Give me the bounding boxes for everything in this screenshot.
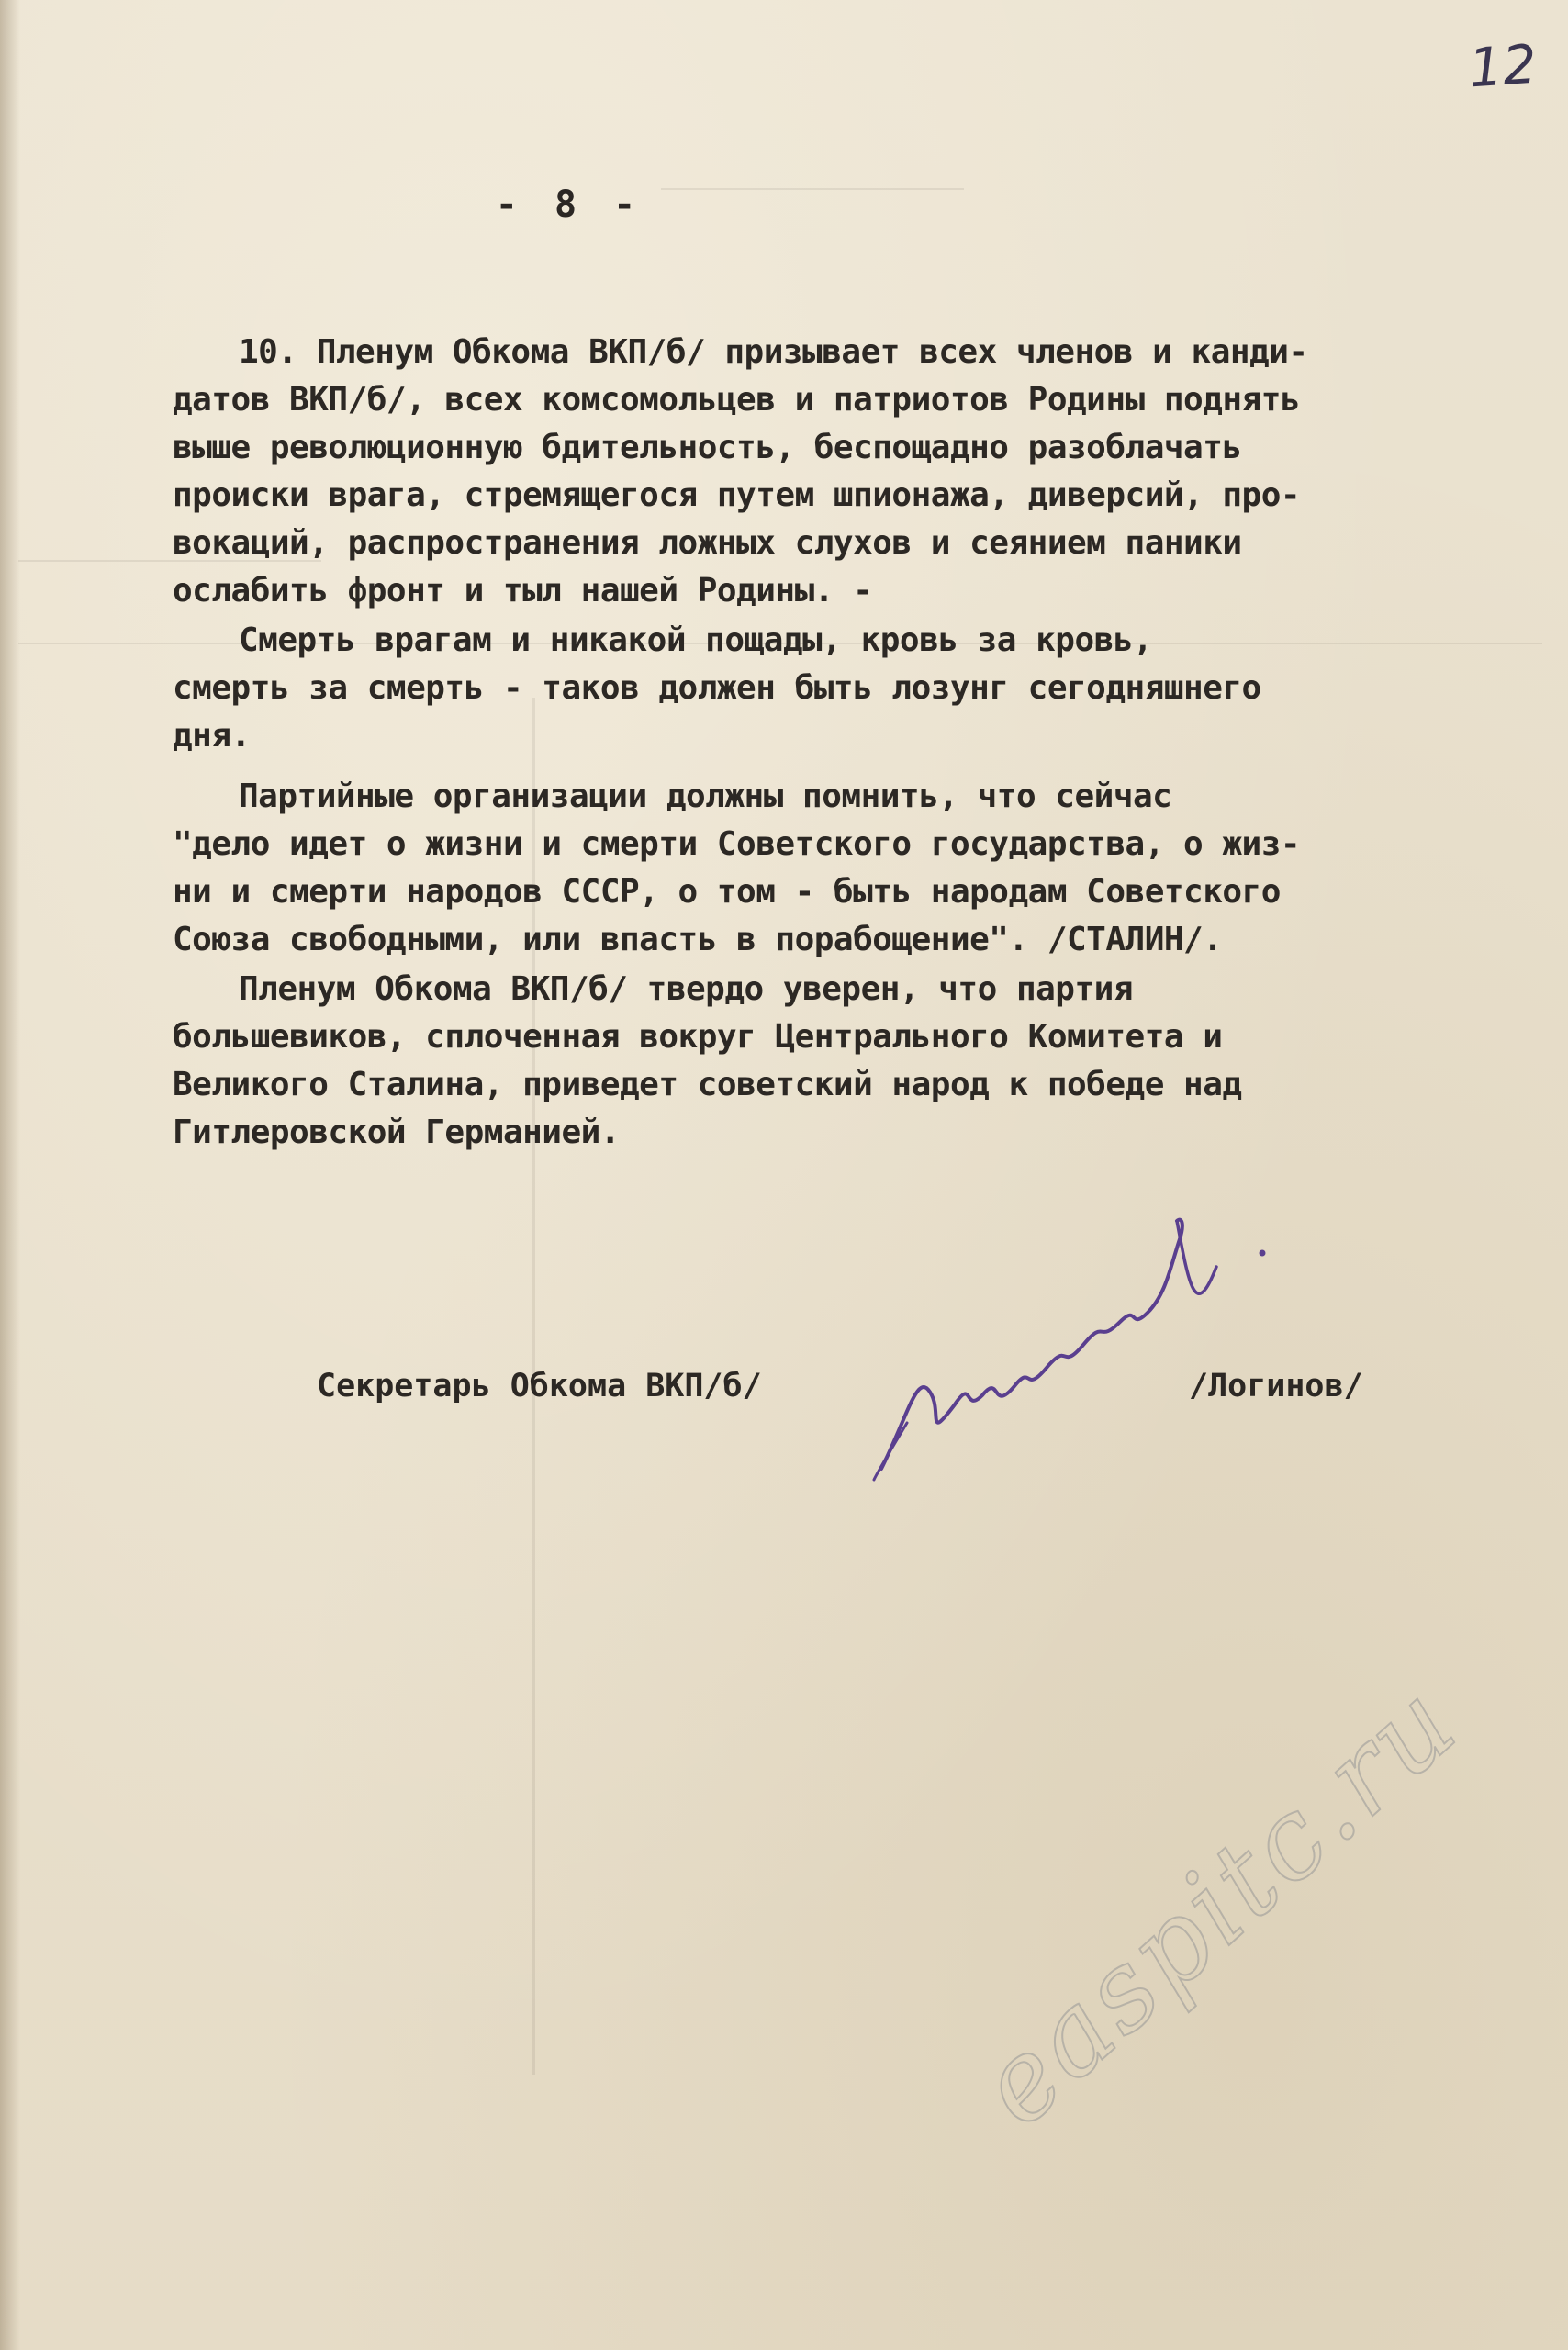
text-line: выше революционную бдительность, беспощадно разоблачать — [173, 429, 1242, 466]
text-line: Гитлеровской Германией. — [173, 1113, 620, 1151]
text-line: Пленум Обкома ВКП/б/ твердо уверен, что партия — [239, 970, 1133, 1008]
text-line: Партийные организации должны помнить, что сейчас — [239, 778, 1172, 815]
paragraph-1 — [173, 329, 1476, 615]
bleed-rule — [661, 188, 964, 190]
text-line: вокаций, распространения ложных слухов и сеянием паники — [173, 524, 1242, 562]
text-line: происки врага, стремящегося путем шпионажа, диверсий, про- — [173, 476, 1301, 514]
text-line: смерть за смерть - таков должен быть лозунг сегодняшнего — [173, 669, 1261, 707]
text-line: дня. — [173, 717, 251, 755]
text-line: датов ВКП/б/, всех комсомольцев и патриотов Родины поднять — [173, 381, 1301, 419]
paragraph-3 — [173, 773, 1476, 964]
text-line: 10. Пленум Обкома ВКП/б/ призывает всех членов и канди- — [239, 333, 1308, 371]
signatory-name: /Логинов/ — [1189, 1368, 1363, 1404]
page-number: - 8 - — [495, 184, 644, 226]
document-body — [173, 329, 1476, 1157]
paragraph-4 — [173, 966, 1476, 1157]
signature-block — [317, 1368, 1418, 1423]
archive-page-number: 12 — [1466, 32, 1540, 100]
text-line: Смерть врагам и никакой пощады, кровь за кровь, — [239, 621, 1153, 659]
text-line: Великого Сталина, приведет советский народ к победе над — [173, 1066, 1242, 1103]
text-line: ослабить фронт и тыл нашей Родины. - — [173, 572, 873, 610]
page-edge-shadow — [0, 0, 20, 2350]
paragraph-2 — [173, 617, 1476, 760]
text-line: "дело идет о жизни и смерти Советского государства, о жиз- — [173, 825, 1301, 863]
handwritten-signature — [854, 1138, 1294, 1487]
watermark: easpitc.ru — [955, 1658, 1483, 2152]
signatory-title: Секретарь Обкома ВКП/б/ — [317, 1368, 762, 1404]
text-line: большевиков, сплоченная вокруг Центрального Комитета и — [173, 1018, 1223, 1056]
text-line: ни и смерти народов СССР, о том - быть народам Советского — [173, 873, 1281, 911]
text-line: Союза свободными, или впасть в порабощение". /СТАЛИН/. — [173, 921, 1223, 958]
